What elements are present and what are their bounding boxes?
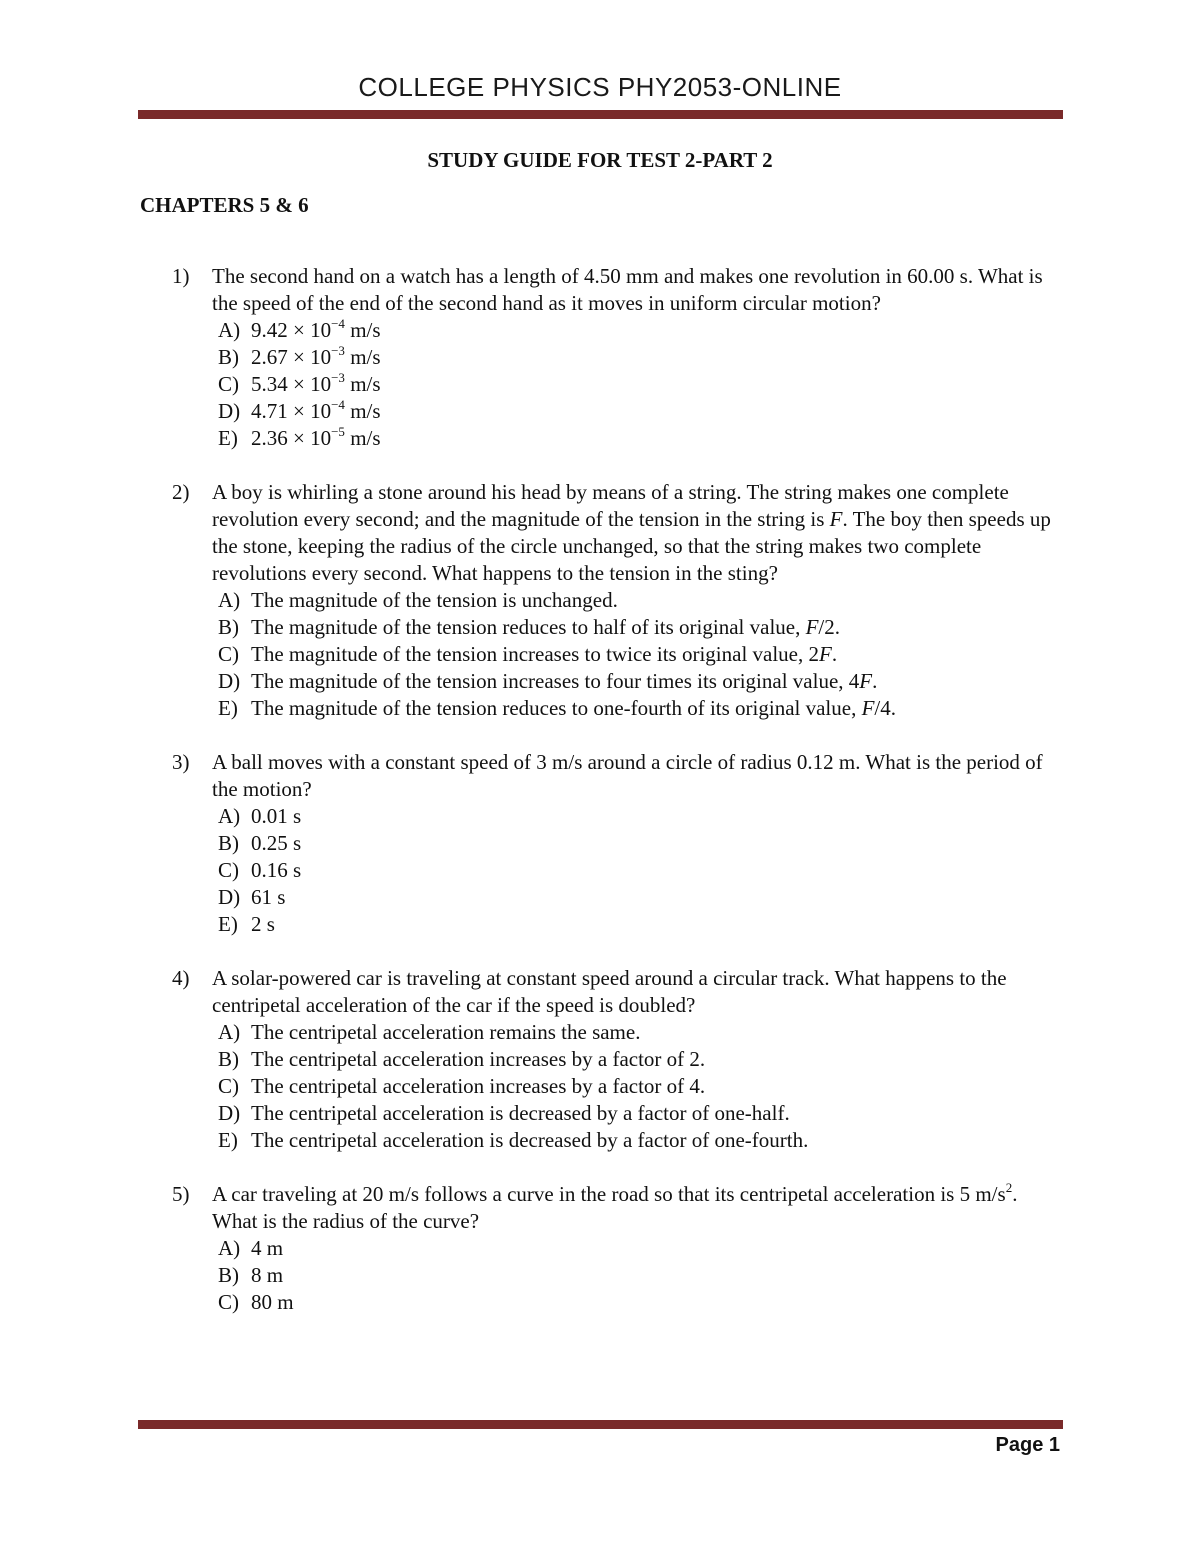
question-4	[172, 965, 1067, 1154]
question-text: A solar-powered car is traveling at constant speed around a circular track. What happens to the centripetal acceleration of the car if the speed is doubled?	[212, 966, 1007, 1017]
question-text: A boy is whirling a stone around his head by means of a string. The string makes one complete revolution every second; and the magnitude of the tension in the string is F. The boy then speeds up the stone, keeping the radius of the circle unchanged, so that the string makes two complete revolutions every second. What happens to the tension in the sting?	[212, 480, 1051, 585]
answer-option: B) 0.25 s	[218, 831, 302, 855]
option-letter: A)	[218, 588, 241, 612]
answer-option: E) The centripetal acceleration is decreased by a factor of one-fourth.	[218, 1128, 809, 1152]
option-letter: C)	[218, 642, 239, 666]
question-text: A ball moves with a constant speed of 3 m/s around a circle of radius 0.12 m. What is the period of the motion?	[212, 750, 1043, 801]
answer-option: A) The magnitude of the tension is unchanged.	[218, 588, 618, 612]
option-letter: C)	[218, 1290, 239, 1314]
answer-option: D) The centripetal acceleration is decreased by a factor of one-half.	[218, 1101, 790, 1125]
question-5	[172, 1181, 1067, 1316]
answer-option: B) The magnitude of the tension reduces to half of its original value, F/2.	[218, 615, 841, 639]
option-letter: C)	[218, 858, 239, 882]
question-text: A car traveling at 20 m/s follows a curve in the road so that its centripetal acceleration is 5 $m/s^2$. What is the radius of the curve?	[212, 1180, 1018, 1233]
page-number: Page 1	[995, 1434, 1060, 1456]
option-letter: A)	[218, 1020, 241, 1044]
answer-option: E) 2 s	[218, 912, 275, 936]
question-3	[172, 749, 1067, 938]
answer-option: D) The magnitude of the tension increases to four times its original value, 4F.	[218, 669, 878, 693]
option-letter: D)	[218, 669, 241, 693]
answer-option: E) The magnitude of the tension reduces to one-fourth of its original value, F/4.	[218, 696, 897, 720]
option-letter: C)	[218, 372, 239, 396]
answer-option: B) 8 m	[218, 1263, 284, 1287]
option-letter: B)	[218, 615, 239, 639]
answer-option: E) $2.36 \times 10^{-5}$ m/s	[218, 424, 381, 450]
answer-option: B) The centripetal acceleration increases by a factor of 2.	[218, 1047, 706, 1071]
option-letter: B)	[218, 831, 239, 855]
option-letter: E)	[218, 426, 238, 450]
answer-option: C) $5.34 \times 10^{-3}$ m/s	[218, 370, 381, 396]
question-list	[172, 263, 1067, 1343]
option-letter: E)	[218, 912, 238, 936]
option-letter: B)	[218, 1263, 239, 1287]
option-letter: A)	[218, 1236, 241, 1260]
option-letter: A)	[218, 318, 241, 342]
running-header: COLLEGE PHYSICS PHY2053-ONLINE	[358, 72, 842, 102]
answer-option: A) The centripetal acceleration remains the same.	[218, 1020, 641, 1044]
option-letter: D)	[218, 1101, 241, 1125]
answer-option: A) $9.42 \times 10^{-4}$ m/s	[218, 316, 381, 342]
question-number: 3)	[172, 750, 190, 774]
question-number: 4)	[172, 966, 190, 990]
question-number: 1)	[172, 264, 190, 288]
answer-option: C) The centripetal acceleration increases by a factor of 4.	[218, 1074, 706, 1098]
question-2	[172, 479, 1067, 722]
option-letter: B)	[218, 1047, 239, 1071]
answer-option: D) 61 s	[218, 885, 286, 909]
option-letter: D)	[218, 885, 241, 909]
option-letter: B)	[218, 345, 239, 369]
question-number: 2)	[172, 480, 190, 504]
answer-option: C) 0.16 s	[218, 858, 302, 882]
option-letter: C)	[218, 1074, 239, 1098]
header-rule	[138, 110, 1063, 119]
option-letter: E)	[218, 696, 238, 720]
answer-option: C) 80 m	[218, 1290, 294, 1314]
footer-rule	[138, 1420, 1063, 1429]
question-1	[172, 263, 1067, 452]
answer-option: B) $2.67 \times 10^{-3}$ m/s	[218, 343, 381, 369]
answer-option: A) 0.01 s	[218, 804, 302, 828]
answer-option: C) The magnitude of the tension increases to twice its original value, 2F.	[218, 642, 838, 666]
option-letter: E)	[218, 1128, 238, 1152]
answer-option: D) $4.71 \times 10^{-4}$ m/s	[218, 397, 381, 423]
answer-option: A) 4 m	[218, 1236, 284, 1260]
document-title: STUDY GUIDE FOR TEST 2-PART 2	[427, 148, 773, 172]
option-letter: D)	[218, 399, 241, 423]
option-letter: A)	[218, 804, 241, 828]
question-number: 5)	[172, 1182, 190, 1206]
question-text: The second hand on a watch has a length of 4.50 mm and makes one revolution in 60.00 s. What is the speed of the end of the second hand as it moves in uniform circular motion?	[212, 264, 1043, 315]
chapters-heading: CHAPTERS 5 & 6	[140, 193, 309, 217]
